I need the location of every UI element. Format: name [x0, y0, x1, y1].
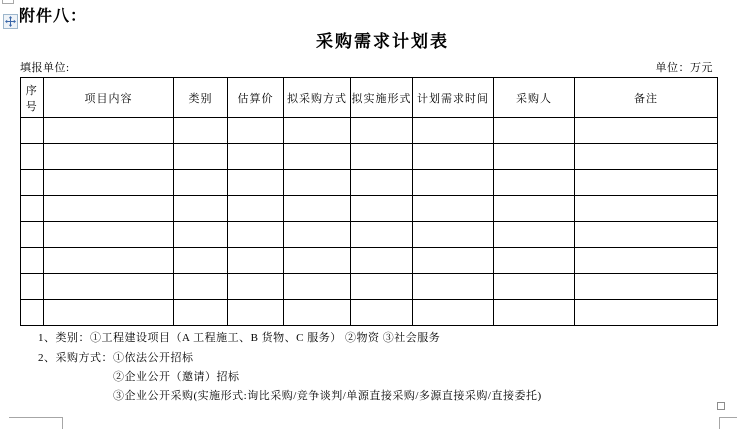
table-cell[interactable] — [21, 196, 44, 222]
table-cell[interactable] — [174, 118, 228, 144]
note-procurement-method: 2、采购方式：①依法公开招标 — [38, 352, 194, 364]
table-cell[interactable] — [228, 196, 284, 222]
table-cell[interactable] — [228, 300, 284, 326]
table-cell[interactable] — [44, 300, 174, 326]
table-cell[interactable] — [351, 144, 413, 170]
table-cell[interactable] — [494, 274, 575, 300]
column-header-remarks: 备注 — [575, 78, 718, 118]
table-cell[interactable] — [174, 196, 228, 222]
table-cell[interactable] — [351, 274, 413, 300]
table-cell[interactable] — [174, 170, 228, 196]
table-cell[interactable] — [494, 248, 575, 274]
column-header-category: 类别 — [174, 78, 228, 118]
table-cell[interactable] — [494, 196, 575, 222]
table-cell[interactable] — [21, 170, 44, 196]
table-cell[interactable] — [575, 144, 718, 170]
table-cell[interactable] — [284, 118, 351, 144]
note-open-procurement: ③企业公开采购(实施形式:询比采购/竞争谈判/单源直接采购/多源直接采购/直接委托) — [113, 390, 542, 402]
table-cell[interactable] — [284, 274, 351, 300]
column-header-seq: 序号 — [21, 78, 44, 118]
table-row — [21, 196, 718, 222]
table-cell[interactable] — [494, 118, 575, 144]
table-cell[interactable] — [413, 196, 494, 222]
table-cell[interactable] — [575, 170, 718, 196]
table-cell[interactable] — [174, 274, 228, 300]
table-row — [21, 144, 718, 170]
table-cell[interactable] — [351, 170, 413, 196]
table-cell[interactable] — [228, 248, 284, 274]
table-cell[interactable] — [413, 144, 494, 170]
clipped-handle-box — [2, 0, 14, 4]
table-cell[interactable] — [21, 274, 44, 300]
table-cell[interactable] — [413, 170, 494, 196]
text-boundary-mark-bottom-right — [719, 417, 737, 418]
column-header-purchaser: 采购人 — [494, 78, 575, 118]
table-cell[interactable] — [174, 222, 228, 248]
table-row — [21, 248, 718, 274]
table-row — [21, 170, 718, 196]
table-cell[interactable] — [228, 222, 284, 248]
table-cell[interactable] — [228, 274, 284, 300]
table-cell[interactable] — [284, 222, 351, 248]
table-cell[interactable] — [413, 248, 494, 274]
table-cell[interactable] — [575, 196, 718, 222]
note-invited-bidding: ②企业公开（邀请）招标 — [113, 371, 240, 383]
table-row — [21, 118, 718, 144]
table-cell[interactable] — [413, 300, 494, 326]
table-cell[interactable] — [351, 222, 413, 248]
table-cell[interactable] — [494, 300, 575, 326]
table-cell[interactable] — [575, 222, 718, 248]
table-header-row — [21, 78, 718, 118]
table-cell[interactable] — [351, 196, 413, 222]
table-cell[interactable] — [284, 196, 351, 222]
column-header-project-content: 项目内容 — [44, 78, 174, 118]
table-cell[interactable] — [284, 170, 351, 196]
table-cell[interactable] — [21, 248, 44, 274]
table-cell[interactable] — [413, 222, 494, 248]
column-header-implementation-form: 拟实施形式 — [351, 78, 413, 118]
attachment-label: 附件八： — [19, 8, 88, 25]
table-cell[interactable] — [44, 118, 174, 144]
table-cell[interactable] — [575, 248, 718, 274]
four-way-arrow-icon — [5, 16, 16, 27]
table-cell[interactable] — [174, 300, 228, 326]
table-row — [21, 274, 718, 300]
filler-unit-label: 填报单位: — [20, 62, 70, 74]
table-cell[interactable] — [284, 300, 351, 326]
table-row — [21, 300, 718, 326]
table-cell[interactable] — [44, 222, 174, 248]
table-cell[interactable] — [575, 118, 718, 144]
table-cell[interactable] — [228, 144, 284, 170]
text-boundary-mark-bottom-left — [9, 417, 63, 418]
table-cell[interactable] — [228, 170, 284, 196]
table-row — [21, 222, 718, 248]
resize-handle[interactable] — [717, 402, 725, 410]
table-cell[interactable] — [21, 118, 44, 144]
table-cell[interactable] — [575, 274, 718, 300]
table-cell[interactable] — [174, 144, 228, 170]
text-boundary-mark-bottom-right-v — [719, 417, 720, 429]
note-category: 1、类别：①工程建设项目（A 工程施工、B 货物、C 服务） ②物资 ③社会服务 — [38, 332, 441, 344]
column-header-required-time: 计划需求时间 — [413, 78, 494, 118]
table-cell[interactable] — [413, 274, 494, 300]
table-cell[interactable] — [21, 222, 44, 248]
unit-label: 单位：万元 — [655, 62, 713, 74]
table-cell[interactable] — [44, 170, 174, 196]
table-cell[interactable] — [44, 274, 174, 300]
table-cell[interactable] — [228, 118, 284, 144]
table-cell[interactable] — [494, 170, 575, 196]
procurement-plan-table — [20, 77, 718, 326]
table-cell[interactable] — [21, 144, 44, 170]
page-title: 采购需求计划表 — [316, 32, 449, 51]
table-cell[interactable] — [494, 144, 575, 170]
table-cell[interactable] — [44, 196, 174, 222]
table-cell[interactable] — [44, 248, 174, 274]
table-cell[interactable] — [284, 144, 351, 170]
table-cell[interactable] — [494, 222, 575, 248]
table-cell[interactable] — [351, 300, 413, 326]
table-cell[interactable] — [351, 248, 413, 274]
column-header-estimated-price: 估算价 — [228, 78, 284, 118]
text-boundary-mark-bottom-left-v — [62, 417, 63, 429]
table-cell[interactable] — [413, 118, 494, 144]
table-cell[interactable] — [284, 248, 351, 274]
column-header-procurement-method: 拟采购方式 — [284, 78, 351, 118]
table-cell[interactable] — [44, 144, 174, 170]
table-cell[interactable] — [351, 118, 413, 144]
table-cell[interactable] — [21, 300, 44, 326]
table-cell[interactable] — [174, 248, 228, 274]
table-cell[interactable] — [575, 300, 718, 326]
